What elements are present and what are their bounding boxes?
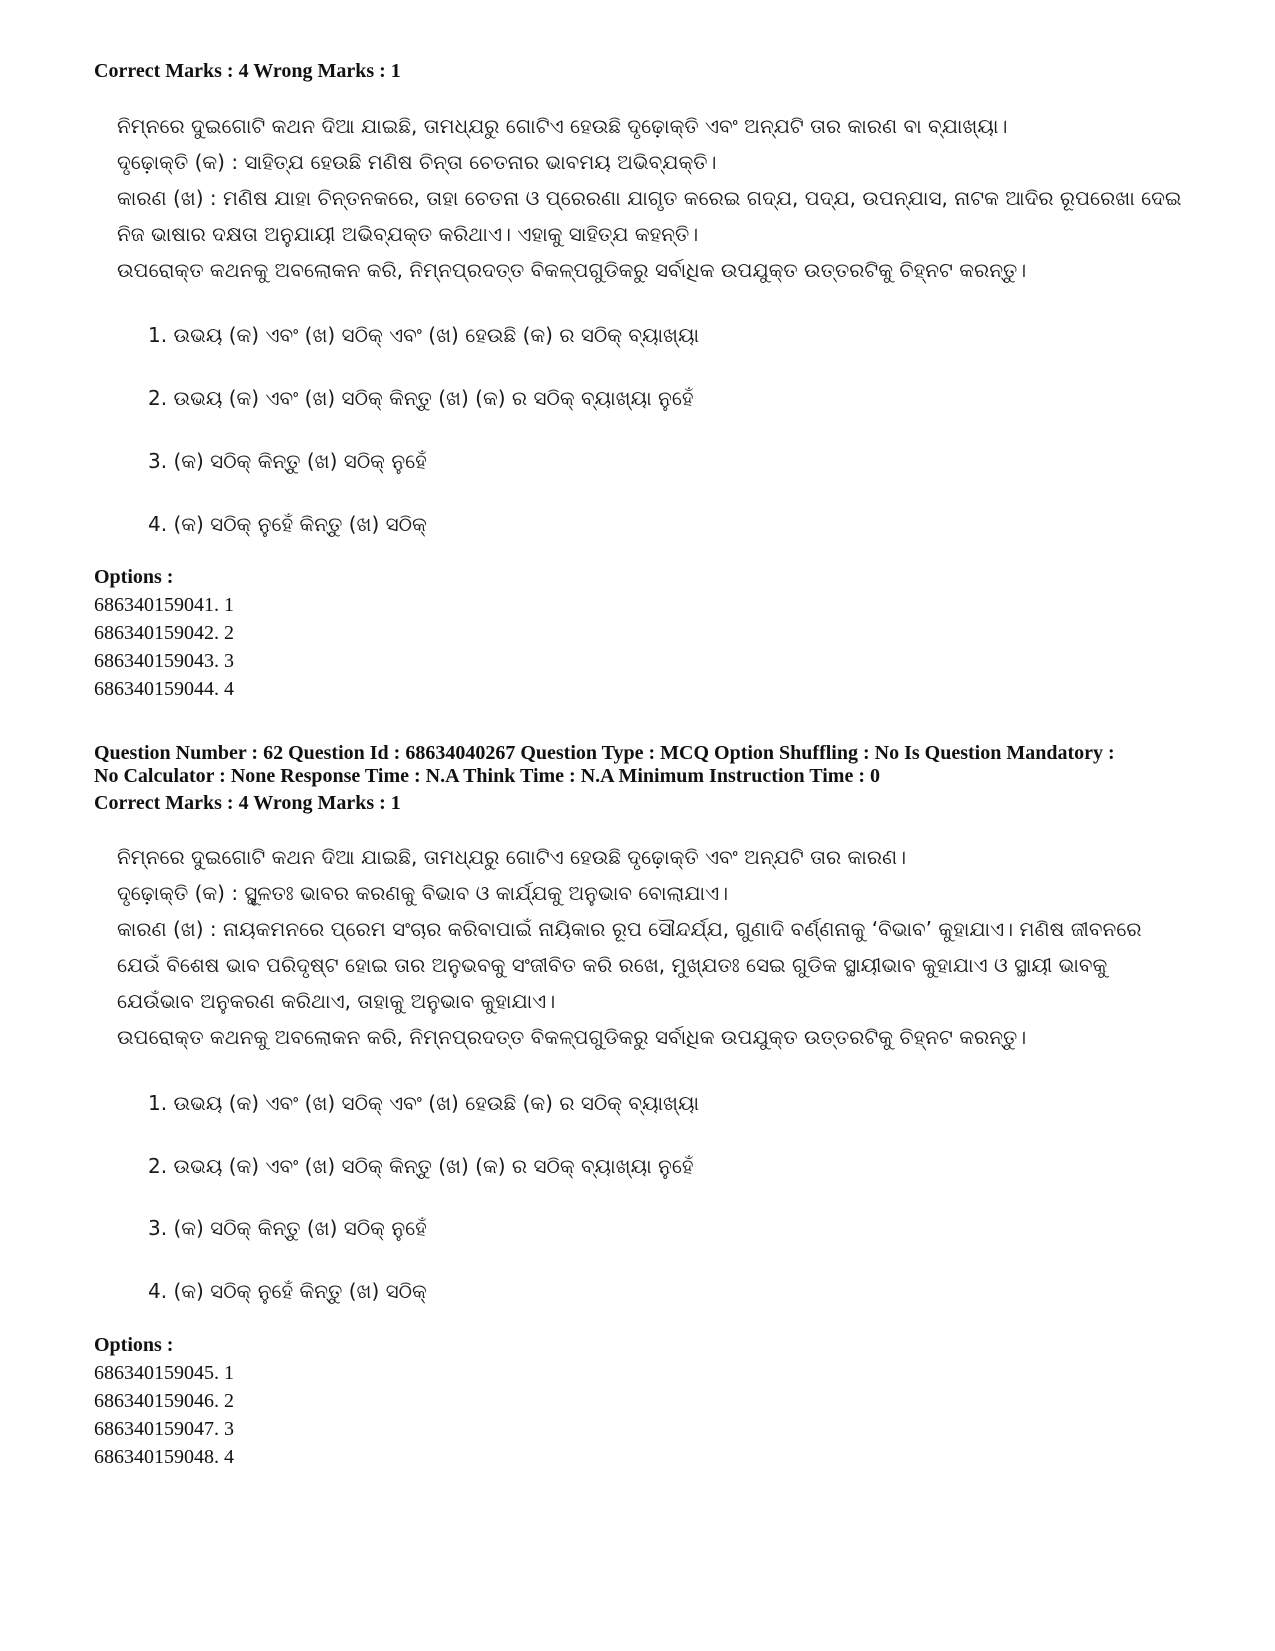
q61-assertion: ଦୃଢ଼ୋକ୍ତି (କ) : ସାହିତ୍ଯ ହେଉଛି ମଣିଷ ଚିନ୍ତା ଚେତନାର ଭାବମୟ ଅଭିବ୍ଯକ୍ତି। [117,150,717,174]
q62-header-line-1: Question Number : 62 Question Id : 68634040267 Question Type : MCQ Option Shuffling : No Is Question Mandatory : [94,742,1115,764]
q61-reason: କାରଣ (ଖ) : ମଣିଷ ଯାହା ଚିନ୍ତନକରେ, ତାହା ଚେତନା ଓ ପ୍ରେରଣା ଯାଗୃତ କରେଇ ଗଦ୍ଯ, ପଦ୍ଯ, ଉପନ୍ଯାସ, ନାଟକ ଆଦିର ରୂପରେଖା ଦେଇ [117,186,1182,210]
q61-choice-2: 2. ଉଭୟ (କ) ଏବଂ (ଖ) ସଠିକ୍ କିନ୍ତୁ (ଖ) (କ) ର ସଠିକ୍ ବ୍ୟାଖ୍ୟା ନୁହେଁ [148,386,694,410]
q62-reason-cont-2: ଯେଉଁଭାବ ଅନୁକରଣ କରିଥାଏ, ତାହାକୁ ଅନୁଭାବ କୁହାଯାଏ। [117,989,556,1013]
q61-marks: Correct Marks : 4 Wrong Marks : 1 [94,60,401,82]
q62-choice-2: 2. ଉଭୟ (କ) ଏବଂ (ଖ) ସଠିକ୍ କିନ୍ତୁ (ଖ) (କ) ର ସଠିକ୍ ବ୍ୟାଖ୍ୟା ନୁହେଁ [148,1154,694,1178]
q61-choice-4: 4. (କ) ସଠିକ୍ ନୁହେଁ କିନ୍ତୁ (ଖ) ସଠିକ୍ [148,512,427,536]
q61-reason-cont: ନିଜ ଭାଷାର ଦକ୍ଷତା ଅନୁଯାୟୀ ଅଭିବ୍ଯକ୍ତ କରିଥାଏ। ଏହାକୁ ସାହିତ୍ଯ କହନ୍ତି। [117,222,699,246]
q62-choice-3: 3. (କ) ସଠିକ୍ କିନ୍ତୁ (ଖ) ସଠିକ୍ ନୁହେଁ [148,1216,427,1240]
q61-option-3: 686340159043. 3 [94,650,234,672]
q62-choice-4: 4. (କ) ସଠିକ୍ ନୁହେଁ କିନ୍ତୁ (ଖ) ସଠିକ୍ [148,1279,427,1303]
q61-option-2: 686340159042. 2 [94,622,234,644]
q62-options-title: Options : [94,1334,174,1356]
q62-marks: Correct Marks : 4 Wrong Marks : 1 [94,792,401,814]
q61-choice-3: 3. (କ) ସଠିକ୍ କିନ୍ତୁ (ଖ) ସଠିକ୍ ନୁହେଁ [148,449,427,473]
q62-stem-line-1: ନିମ୍ନରେ ଦୁଇଗୋଟି କଥନ ଦିଆ ଯାଇଛି, ତାମଧ୍ଯରୁ ଗୋଟିଏ ହେଉଛି ଦୃଢ଼ୋକ୍ତି ଏବଂ ଅନ୍ଯଟି ତାର କାରଣ। [117,845,907,869]
q62-assertion: ଦୃଢ଼ୋକ୍ତି (କ) : ସ୍ଥୂଳତଃ ଭାବର କରଣକୁ ବିଭାବ ଓ କାର୍ଯ୍ଯକୁ ଅନୁଭାବ ବୋଲାଯାଏ। [117,881,729,905]
q62-option-3: 686340159047. 3 [94,1418,234,1440]
q62-reason: କାରଣ (ଖ) : ନାୟକମନରେ ପ୍ରେମ ସଂଚାର କରିବାପାଇଁ ନାୟିକାର ରୂପ ସୌନ୍ଦର୍ଯ୍ଯ, ଗୁଣାଦି ବର୍ଣ୍ଣନାକୁ ‘ବିଭାବ’ କୁହାଯାଏ। ମଣିଷ ଜୀବନରେ [117,917,1142,941]
q62-header-line-2: No Calculator : None Response Time : N.A Think Time : N.A Minimum Instruction Time : 0 [94,765,880,787]
q61-instruction: ଉପରୋକ୍ତ କଥନକୁ ଅବଲୋକନ କରି, ନିମ୍ନପ୍ରଦତ୍ତ ବିକଳ୍ପଗୁଡିକରୁ ସର୍ବାଧିକ ଉପଯୁକ୍ତ ଉତ୍ତରଟିକୁ ଚିହ୍ନଟ କରନ୍ତୁ। [117,258,1027,282]
q62-instruction: ଉପରୋକ୍ତ କଥନକୁ ଅବଲୋକନ କରି, ନିମ୍ନପ୍ରଦତ୍ତ ବିକଳ୍ପଗୁଡିକରୁ ସର୍ବାଧିକ ଉପଯୁକ୍ତ ଉତ୍ତରଟିକୁ ଚିହ୍ନଟ କରନ୍ତୁ। [117,1025,1027,1049]
q62-option-4: 686340159048. 4 [94,1446,234,1468]
q62-option-2: 686340159046. 2 [94,1390,234,1412]
q61-stem-line-1: ନିମ୍ନରେ ଦୁଇଗୋଟି କଥନ ଦିଆ ଯାଇଛି, ତାମଧ୍ଯରୁ ଗୋଟିଏ ହେଉଛି ଦୃଢ଼ୋକ୍ତି ଏବଂ ଅନ୍ଯଟି ତାର କାରଣ ବା ବ୍ଯାଖ୍ୟା। [117,114,1008,138]
q61-choice-1: 1. ଉଭୟ (କ) ଏବଂ (ଖ) ସଠିକ୍ ଏବଂ (ଖ) ହେଉଛି (କ) ର ସଠିକ୍ ବ୍ୟାଖ୍ୟା [148,323,700,347]
q62-option-1: 686340159045. 1 [94,1362,234,1384]
q62-reason-cont-1: ଯେଉଁ ବିଶେଷ ଭାବ ପରିଦୃଷ୍ଟ ହୋଇ ତାର ଅନୁଭବକୁ ସଂଜୀବିତ କରି ରଖେ, ମୁଖ୍ଯତଃ ସେଇ ଗୁଡିକ ସ୍ଥାୟୀଭାବ କୁହାଯାଏ ଓ ସ୍ଥାୟୀ ଭାବକୁ [117,953,1108,977]
q62-choice-1: 1. ଉଭୟ (କ) ଏବଂ (ଖ) ସଠିକ୍ ଏବଂ (ଖ) ହେଉଛି (କ) ର ସଠିକ୍ ବ୍ୟାଖ୍ୟା [148,1091,700,1115]
q61-option-4: 686340159044. 4 [94,678,234,700]
q61-option-1: 686340159041. 1 [94,594,234,616]
q61-options-title: Options : [94,566,174,588]
